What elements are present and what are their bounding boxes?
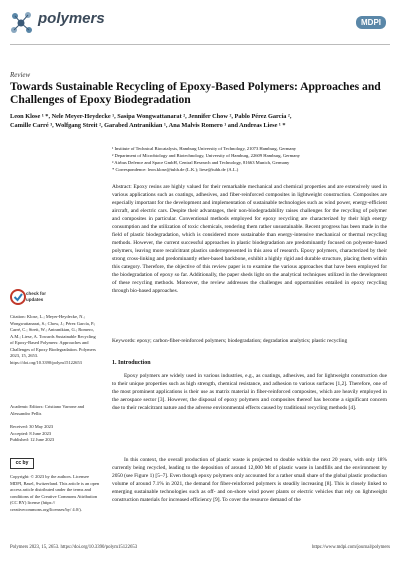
abstract: Abstract: Epoxy resins are highly valued for their remarkable mechanical and chemical properties and are extensively used in various applications such as coatings, adhesives, and fiber-reinforced composites in lightweight construction. Composites are especially important for the development and implementation of sustainable technologies such as wind power, energy-efficient aircraft, and electric cars. Despite their advantages, their non-biodegradability raises challenges for the recycling of polymer and composites in particular. Conventional methods employed for epoxy recycling are characterized by their high energy consumption and the utilization of toxic chemicals, rendering them rather unsustainable. Recent progress has been made in the field of plastic biodegradation, which is considered more sustainable than energy-intensive mechanical or thermal recycling methods. However, the current successful approaches in plastic biodegradation are predominantly focused on polyester-based polymers, leaving more recalcitrant plastics underrepresented in this area of research. Epoxy polymers, characterized by their strong cross-linking and predominantly ether-based backbone, exhibit a highly rigid and durable structure, placing them within this category. Therefore, the objective of this review paper is to examine the various approaches that have been employed for the biodegradation of epoxy so far. Additionally, the paper sheds light on the analytical techniques utilized in the development of these recycling methods. Moreover, the review addresses the challenges and opportunities entailed in epoxy recycling through bio-based approaches.: [112, 184, 387, 294]
cc-by-license-icon[interactable]: cc by: [10, 458, 34, 469]
journal-logo-icon: [9, 10, 35, 36]
header-divider: [10, 44, 390, 45]
published-date: Published: 12 June 2023: [10, 437, 55, 442]
journal-name[interactable]: polymers: [38, 10, 105, 27]
affiliation-1: ¹ Institute of Technical Biocatalysis, Hamburg University of Technology, 21073 Hamburg, Germany: [112, 146, 297, 151]
check-for-updates-label[interactable]: check for updates: [26, 291, 47, 302]
affiliation-2: ² Department of Microbiology and Biotechnology, University of Hamburg, 22609 Hamburg, Germany: [112, 153, 300, 158]
citation: Citation: Klose, L.; Meyer-Heydecke, N.; Wongwattanarat, S.; Chow, J.; Pérez García, P.; Carré, C.; Streit, W.; Antranikian, G.; Romero, A.M.; Liese, A. Towards Sustainable Recycling of Epoxy-Based Polymers: Approaches and Challenges of Epoxy Biodegradation. Polymers 2023, 15, 2653. https://doi.org/10.3390/polym15122653: [10, 314, 96, 365]
page-footer: [10, 545, 390, 550]
article-dates: [10, 424, 100, 444]
authors-line-1: Leon Klose ¹ *, Nele Meyer-Heydecke ¹, Sasipa Wongwattanarat ², Jennifer Chow ², Pablo Pérez García ²,: [10, 113, 292, 120]
footer-citation[interactable]: Polymers 2023, 15, 2653. https://doi.org/10.3390/polym15122653: [10, 545, 138, 550]
affiliations: [112, 145, 390, 173]
academic-editors: Academic Editors: Cristiano Varrone and Alessandro Pellis: [10, 404, 85, 416]
accepted-date: Accepted: 8 June 2023: [10, 430, 52, 436]
article-type: Review: [10, 71, 31, 79]
footer-journal-url[interactable]: https://www.mdpi.com/journal/polymers: [311, 545, 390, 550]
received-date: Received: 30 May 2023: [10, 424, 54, 429]
section-heading: 1. Introduction: [112, 360, 151, 366]
authors-line-2: Camille Carré ³, Wolfgang Streit ², Garabed Antranikian ¹, Ana Malvis Romero ¹ and Andreas Liese ¹ *: [10, 122, 286, 129]
affiliation-3: ³ Airbus Defence and Space GmbH, Central Research and Technology, 81663 Munich, Germany: [112, 160, 290, 165]
body-paragraph: Epoxy polymers are widely used in various industries, e.g., as coatings, adhesives, and for lightweight construction due to their unique properties such as high strength, chemical resistance, and adhesion to various surfaces [1,2]. Therefore, one of the most prominent applications is their use as matrix material in fiber-reinforced composites, which are heavily employed in the aerospace sector [3]. However, the disposal of epoxy polymers and composites thereof has become a significant concern due to their recalcitrant nature and the adverse environmental effects caused by traditional recycling methods [4].: [112, 373, 387, 411]
keywords: Keywords: epoxy; carbon-fiber-reinforced polymers; biodegradation; degradation analytics; plastic recycling: [112, 338, 348, 344]
body-paragraph: In this context, the overall production of plastic waste is projected to double within the next 20 years, with only 18% currently being recycled, leading to the deposition of around 12,000 Mt of plastic waste in landfills and the environment by 2050 (see Figure 1) [5–7]. Even though epoxy polymers only accounted for a rather small share of the global plastic production volume of around 7.1% in 2021, the demand for fiber-reinforced polymers is steadily increasing [8]. This is closely linked to emerging sustainable technologies such as off- and on-shore wind power plants or electric vehicles that rely on lightweight construction materials for increased efficiency [9]. To cover the resource demand of the: [112, 457, 387, 503]
author-list: [10, 112, 390, 130]
correspondence: * Correspondence: leon.klose@tuhh.de (L.K.); liese@tuhh.de (A.L.): [112, 167, 239, 172]
article-title: Towards Sustainable Recycling of Epoxy-Based Polymers: Approaches and Challenges of Epoxy Biodegradation: [10, 80, 381, 106]
copyright-notice: Copyright: © 2023 by the authors. Licensee MDPI, Basel, Switzerland. This article is an open access article distributed under the terms and conditions of the Creative Commons Attribution (CC BY) license (https:// creativecommons.org/licenses/by/ 4.0/).: [10, 474, 100, 512]
publisher-logo[interactable]: MDPI: [356, 16, 386, 29]
